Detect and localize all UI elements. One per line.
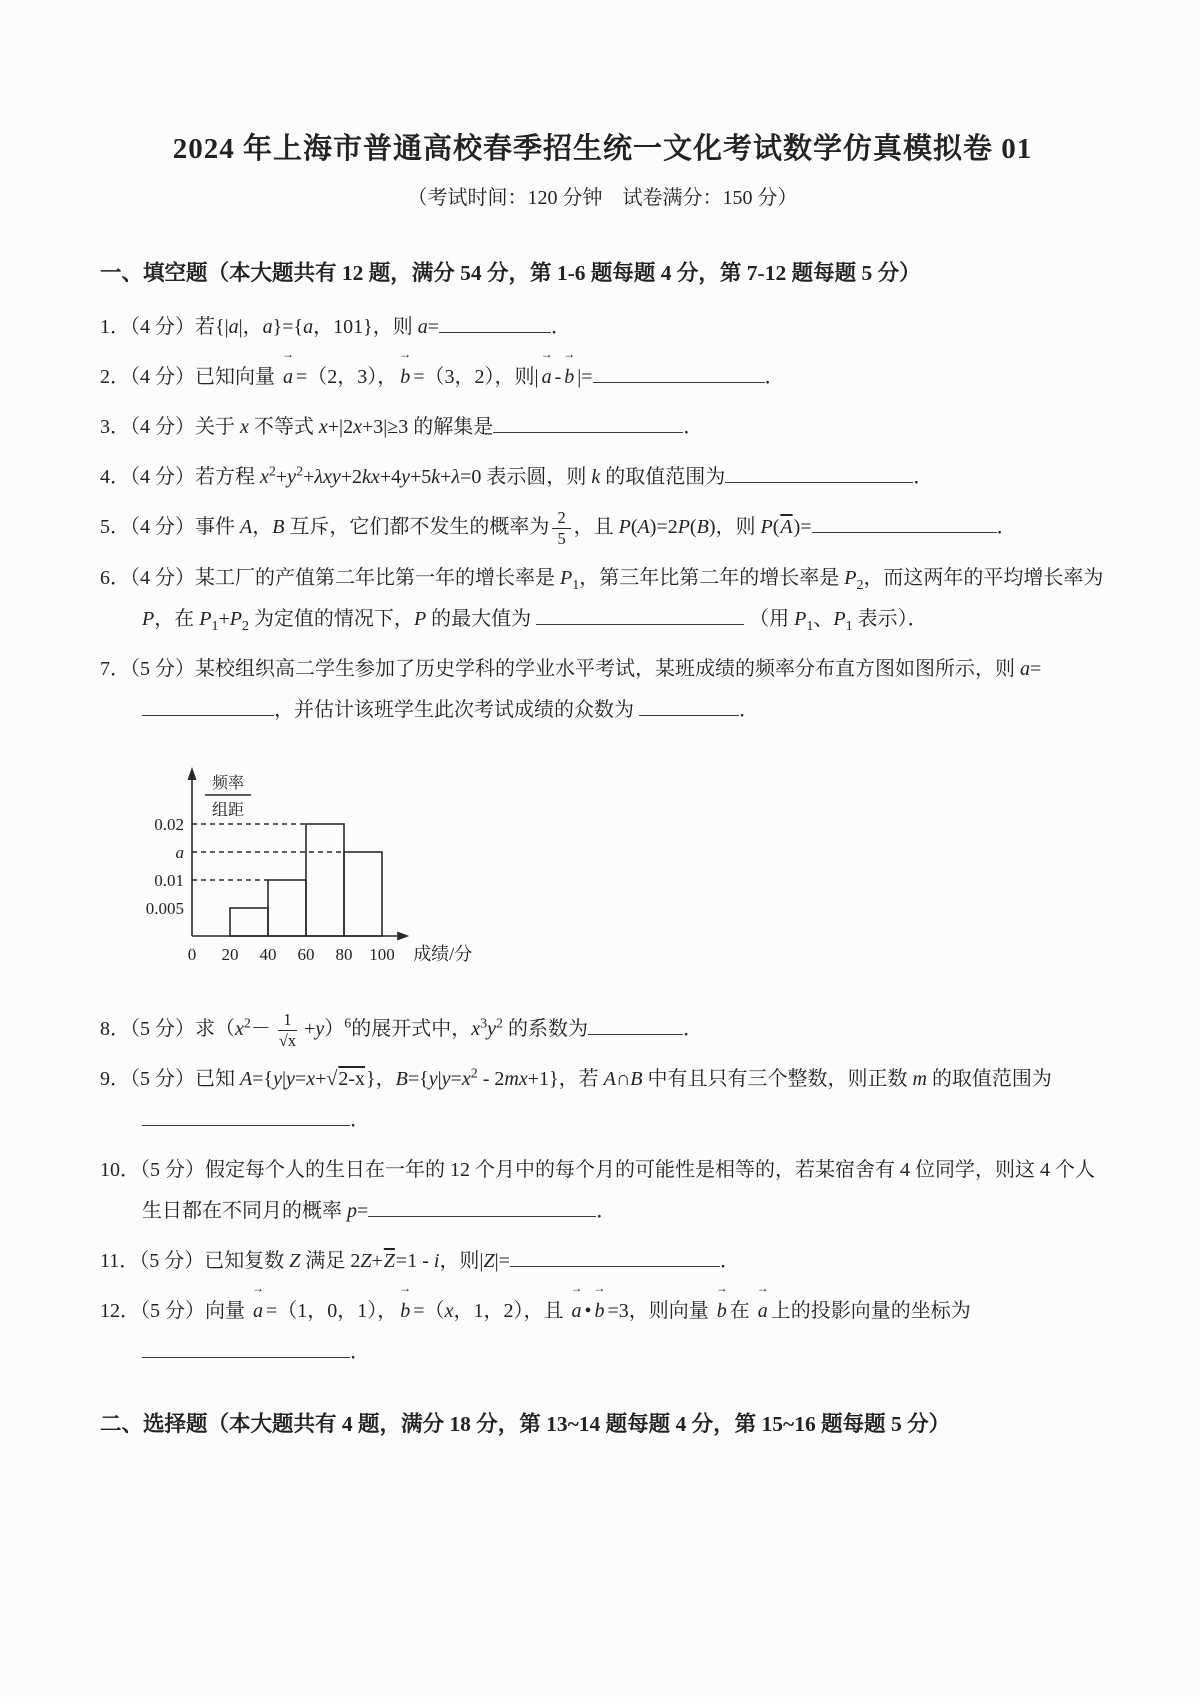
question-1 bbox=[100, 307, 1105, 348]
math-variable: i bbox=[433, 1250, 440, 1273]
question-text: 中有且只有三个整数，则正数 bbox=[642, 1068, 913, 1091]
question-text: ，而这两年的平均增长率为 bbox=[863, 566, 1104, 589]
question-text: ． bbox=[350, 1341, 370, 1364]
question-text: ={ bbox=[252, 1068, 274, 1091]
math-variable: A bbox=[603, 1068, 616, 1091]
x-tick-label: 20 bbox=[221, 944, 239, 964]
math-variable: λ bbox=[451, 466, 461, 488]
question-text: 不等式 bbox=[248, 416, 319, 438]
question-text: + bbox=[218, 607, 230, 630]
overline-symbol: $\overline{A}$ bbox=[780, 516, 793, 538]
question-text: ． bbox=[719, 1250, 740, 1273]
y-axis-title-denominator: 组距 bbox=[211, 801, 245, 819]
subscript: 1 bbox=[211, 618, 219, 634]
question-text: +5 bbox=[409, 466, 432, 488]
math-variable: y bbox=[428, 1068, 438, 1091]
question-text: 互斥，它们都不发生的概率为 bbox=[284, 516, 550, 538]
question-2 bbox=[100, 346, 1105, 398]
vector-letter: b bbox=[594, 1300, 605, 1323]
math-variable: mx bbox=[504, 1068, 528, 1091]
vector-letter: a bbox=[253, 1300, 263, 1323]
question-text: 6．（4 分）某工厂的产值第二年比第一年的增长率是 bbox=[100, 566, 560, 589]
question-text: + bbox=[303, 466, 315, 488]
question-text: 8．（5 分）求（ bbox=[100, 1017, 235, 1040]
question-3 bbox=[100, 407, 1105, 448]
math-variable: P bbox=[199, 607, 212, 630]
histogram-bar bbox=[230, 908, 268, 936]
math-variable: y bbox=[487, 1017, 497, 1040]
math-variable: y bbox=[287, 466, 297, 488]
vector-arrow-icon: → bbox=[563, 346, 576, 361]
x-tick-label: 0 bbox=[187, 944, 197, 964]
question-text: （用 bbox=[744, 607, 795, 630]
vector-arrow-icon: → bbox=[282, 346, 294, 361]
math-variable: A bbox=[637, 516, 650, 538]
axis-arrowhead-icon bbox=[397, 931, 409, 940]
answer-blank bbox=[639, 694, 739, 716]
vector-letter: a bbox=[283, 366, 293, 388]
math-variable: a bbox=[262, 316, 273, 338]
radical-sign: √ bbox=[326, 1068, 338, 1091]
math-variable: P bbox=[618, 516, 631, 538]
math-variable: k bbox=[431, 466, 441, 488]
question-text: 1．（4 分）若{| bbox=[100, 316, 229, 338]
histogram-bar bbox=[344, 852, 382, 936]
math-variable: P bbox=[413, 607, 427, 630]
math-variable: x bbox=[318, 416, 328, 438]
question-text: + bbox=[371, 1250, 383, 1273]
vector-arrow-icon: → bbox=[593, 1280, 606, 1295]
math-variable: P bbox=[677, 516, 690, 538]
question-text: = bbox=[1030, 657, 1042, 680]
answer-blank bbox=[725, 461, 913, 483]
question-text: )=2 bbox=[649, 516, 678, 538]
math-variable: B bbox=[696, 516, 709, 538]
vector-symbol bbox=[570, 1280, 583, 1332]
question-11 bbox=[100, 1241, 1105, 1282]
exam-info: （考试时间：120 分钟 试卷满分：150 分） bbox=[407, 187, 798, 209]
vector-letter: a bbox=[541, 366, 552, 388]
vector-symbol bbox=[399, 346, 412, 398]
y-tick-label: 0.005 bbox=[145, 898, 184, 918]
question-text: • bbox=[584, 1300, 592, 1323]
question-text: +4 bbox=[379, 466, 402, 488]
subscript: 2 bbox=[241, 618, 249, 634]
question-text: + bbox=[304, 1017, 316, 1040]
math-variable: A bbox=[240, 516, 253, 538]
answer-blank bbox=[142, 1104, 350, 1126]
question-text: = bbox=[294, 1068, 307, 1091]
question-text: ，则| bbox=[439, 1250, 484, 1273]
answer-blank bbox=[493, 411, 683, 433]
vector-symbol bbox=[540, 346, 553, 398]
fraction-numerator: 2 bbox=[552, 508, 570, 529]
math-variable: B bbox=[395, 1068, 408, 1091]
question-text: |= bbox=[494, 1250, 510, 1273]
question-text: 3．（4 分）关于 bbox=[100, 416, 240, 438]
math-variable: P bbox=[794, 607, 807, 630]
question-text: 、 bbox=[813, 607, 834, 630]
superscript: 2 bbox=[296, 464, 304, 480]
question-text: =（2，3）， bbox=[296, 366, 398, 388]
superscript: 2 bbox=[470, 1066, 478, 1082]
answer-blank bbox=[439, 311, 551, 333]
superscript: 3 bbox=[480, 1015, 488, 1031]
vector-letter: b bbox=[400, 1300, 411, 1323]
math-variable: x bbox=[353, 416, 362, 438]
answer-blank bbox=[812, 511, 997, 533]
question-text: ． bbox=[596, 1200, 617, 1223]
question-text: - 2 bbox=[477, 1068, 505, 1091]
vector-symbol bbox=[756, 1280, 769, 1332]
question-text: ． bbox=[996, 516, 1017, 538]
math-variable: Z bbox=[289, 1250, 301, 1273]
x-tick-label: 60 bbox=[297, 944, 315, 964]
question-text: ( bbox=[689, 516, 697, 538]
math-variable: B bbox=[630, 1068, 643, 1091]
question-10 bbox=[100, 1150, 1105, 1232]
section-1-heading: 一、填空题（本大题共有 12 题，满分 54 分，第 1-6 题每题 4 分，第 7-12 题每题 5 分） bbox=[100, 261, 921, 285]
axis-arrowhead-icon bbox=[188, 767, 197, 780]
superscript: 2 bbox=[243, 1015, 251, 1031]
math-variable: P bbox=[833, 607, 846, 630]
vector-arrow-icon: → bbox=[540, 346, 553, 361]
math-variable: x bbox=[235, 1017, 244, 1040]
math-variable: a bbox=[1020, 657, 1030, 680]
math-variable: B bbox=[272, 516, 285, 538]
question-text: | bbox=[282, 1068, 287, 1091]
vector-symbol bbox=[593, 1280, 606, 1332]
question-text: ， bbox=[252, 516, 273, 538]
question-5 bbox=[100, 507, 1105, 549]
answer-blank bbox=[588, 1013, 683, 1035]
vector-symbol bbox=[282, 346, 294, 398]
math-variable: Z bbox=[483, 1250, 495, 1273]
subscript: 1 bbox=[806, 618, 814, 634]
vector-symbol bbox=[563, 346, 576, 398]
question-text: ( bbox=[772, 516, 780, 538]
answer-blank bbox=[536, 603, 744, 625]
math-variable: y bbox=[286, 1068, 295, 1091]
question-text: ，第三年比第二年的增长率是 bbox=[579, 566, 845, 589]
math-variable: x bbox=[240, 416, 249, 438]
math-variable: x bbox=[260, 466, 269, 488]
question-text: =3，则向量 bbox=[607, 1300, 714, 1323]
question-text: =（3，2），则| bbox=[413, 366, 539, 388]
question-text: ． bbox=[350, 1109, 370, 1132]
superscript: 6 bbox=[344, 1015, 352, 1031]
math-variable: k bbox=[591, 466, 601, 488]
question-text: 2．（4 分）已知向量 bbox=[100, 366, 280, 388]
question-text: |， bbox=[238, 316, 263, 338]
question-text: }={ bbox=[272, 316, 304, 338]
histogram-bar bbox=[268, 880, 306, 936]
x-axis-title: 成绩/分 bbox=[413, 943, 473, 964]
question-text: = bbox=[427, 316, 439, 338]
question-text: )，则 bbox=[708, 516, 761, 538]
histogram-svg bbox=[130, 740, 570, 988]
math-variable: P bbox=[760, 516, 773, 538]
x-tick-label: 100 bbox=[369, 944, 395, 964]
question-text: =0 表示圆，则 bbox=[460, 466, 592, 488]
vector-letter: b bbox=[564, 366, 575, 388]
question-text: + bbox=[315, 1068, 327, 1091]
math-variable: x bbox=[461, 1068, 471, 1091]
question-text: 在 bbox=[729, 1300, 755, 1323]
vector-symbol bbox=[715, 1280, 728, 1332]
question-text: ． bbox=[683, 1017, 704, 1040]
math-variable: P bbox=[142, 607, 155, 630]
question-text: ，1，2），且 bbox=[453, 1300, 569, 1323]
math-variable: p bbox=[347, 1200, 357, 1223]
question-text: +1}，若 bbox=[527, 1068, 604, 1091]
math-variable: a bbox=[303, 316, 314, 338]
math-variable: a bbox=[228, 316, 239, 338]
vector-arrow-icon: → bbox=[756, 1280, 769, 1295]
question-text: － bbox=[250, 1017, 271, 1040]
x-tick-label: 40 bbox=[259, 944, 277, 964]
question-text: +3|≥3 的解集是 bbox=[361, 416, 494, 438]
vector-arrow-icon: → bbox=[399, 1280, 412, 1295]
math-variable: P bbox=[844, 566, 857, 589]
math-variable: m bbox=[912, 1068, 927, 1091]
vector-arrow-icon: → bbox=[399, 346, 412, 361]
question-text: = bbox=[450, 1068, 462, 1091]
vector-letter: b bbox=[400, 366, 411, 388]
y-axis-title-numerator: 频率 bbox=[211, 774, 245, 792]
math-variable: A bbox=[240, 1068, 253, 1091]
math-variable: P bbox=[560, 566, 573, 589]
section-2-heading: 二、选择题（本大题共有 4 题，满分 18 分，第 13~14 题每题 4 分，第 15~16 题每题 5 分） bbox=[100, 1412, 951, 1437]
question-12 bbox=[100, 1280, 1105, 1373]
question-text: 10．（5 分）假定每个人的生日在一年的 12 个月中的每个月的可能性是相等的，若某宿舍有 4 位同学，则这 4 个人生日都在不同月的概率 bbox=[100, 1159, 1095, 1223]
fill-in-questions-1-7 bbox=[100, 307, 1105, 731]
question-text: + bbox=[275, 466, 288, 488]
answer-blank bbox=[142, 1336, 350, 1358]
vector-arrow-icon: → bbox=[570, 1280, 583, 1295]
math-variable: x bbox=[444, 1300, 454, 1323]
question-text: ，101}，则 bbox=[313, 316, 418, 338]
math-variable: P bbox=[229, 607, 242, 630]
question-text: |= bbox=[577, 366, 593, 388]
question-text: 4．（4 分）若方程 bbox=[100, 466, 260, 488]
question-text: + bbox=[440, 466, 452, 488]
question-text: 5．（4 分）事件 bbox=[100, 516, 240, 538]
math-variable: λxy bbox=[314, 466, 341, 488]
question-text: +2 bbox=[340, 466, 363, 488]
math-variable: kx bbox=[362, 466, 380, 488]
vector-letter: a bbox=[571, 1300, 582, 1323]
math-variable: x bbox=[306, 1068, 316, 1091]
question-text: 的最大值为 bbox=[426, 607, 537, 630]
question-text: 为定值的情况下， bbox=[248, 607, 414, 630]
question-text: ） bbox=[324, 1017, 345, 1040]
question-text: 的取值范围为 bbox=[926, 1068, 1052, 1091]
subscript: 2 bbox=[856, 577, 864, 593]
answer-blank bbox=[510, 1245, 720, 1267]
question-text: ． bbox=[551, 316, 571, 338]
question-9 bbox=[100, 1059, 1105, 1141]
question-text: 11．（5 分）已知复数 bbox=[100, 1250, 290, 1273]
question-6 bbox=[100, 558, 1105, 640]
question-8 bbox=[100, 1009, 1105, 1051]
superscript: 2 bbox=[268, 464, 276, 480]
page-title: 2024 年上海市普通高校春季招生统一文化考试数学仿真模拟卷 01 bbox=[172, 133, 1033, 165]
question-text: 的展开式中， bbox=[351, 1017, 472, 1040]
question-text: 的系数为 bbox=[503, 1017, 589, 1040]
x-tick-label: 80 bbox=[335, 944, 353, 964]
question-text: = bbox=[357, 1200, 369, 1223]
frequency-histogram bbox=[130, 740, 1105, 993]
question-text: 表示）． bbox=[852, 607, 928, 630]
vector-arrow-icon: → bbox=[715, 1280, 728, 1295]
question-text: ={ bbox=[407, 1068, 429, 1091]
question-text: =（ bbox=[413, 1300, 445, 1323]
vector-symbol bbox=[399, 1280, 412, 1332]
histogram-bar bbox=[306, 824, 344, 936]
square-root bbox=[326, 1068, 366, 1090]
vector-arrow-icon: → bbox=[252, 1280, 264, 1295]
question-text: }， bbox=[366, 1068, 396, 1091]
answer-blank bbox=[368, 1195, 596, 1217]
question-text: ． bbox=[913, 466, 934, 488]
question-text: ，并估计该班学生此次考试成绩的众数为 bbox=[274, 698, 639, 721]
question-text: 的取值范围为 bbox=[600, 466, 726, 488]
question-text: ，且 bbox=[573, 516, 619, 538]
math-variable: x bbox=[471, 1017, 481, 1040]
question-text: 9．（5 分）已知 bbox=[100, 1068, 240, 1091]
question-text: - bbox=[554, 366, 562, 388]
fraction bbox=[274, 1010, 301, 1050]
math-variable: Z bbox=[360, 1250, 372, 1273]
answer-blank bbox=[142, 694, 274, 716]
vector-symbol bbox=[252, 1280, 264, 1332]
question-text: ． bbox=[739, 698, 759, 721]
question-text: =1 - bbox=[395, 1250, 434, 1273]
math-variable: y bbox=[441, 1068, 451, 1091]
question-text: | bbox=[437, 1068, 442, 1091]
y-tick-label: a bbox=[175, 842, 184, 862]
math-variable: a bbox=[417, 316, 428, 338]
fraction bbox=[552, 508, 570, 548]
question-4 bbox=[100, 457, 1105, 498]
y-tick-label: 0.01 bbox=[154, 870, 184, 890]
question-text: 满足 2 bbox=[300, 1250, 361, 1273]
subscript: 1 bbox=[572, 577, 580, 593]
fill-in-questions-8-12 bbox=[100, 1009, 1105, 1374]
question-text: ． bbox=[683, 416, 704, 438]
question-text: ∩ bbox=[615, 1068, 631, 1091]
math-variable: y bbox=[315, 1017, 325, 1040]
math-variable: y bbox=[401, 466, 410, 488]
vector-letter: b bbox=[716, 1300, 727, 1323]
question-text: ( bbox=[630, 516, 638, 538]
question-text: 上的投影向量的坐标为 bbox=[770, 1300, 971, 1323]
question-7 bbox=[100, 649, 1105, 731]
question-text: ，在 bbox=[154, 607, 200, 630]
answer-blank bbox=[593, 361, 765, 383]
question-text: 7．（5 分）某校组织高二学生参加了历史学科的学业水平考试，某班成绩的频率分布直方图如图所示，则 bbox=[100, 657, 1020, 680]
question-text: +|2 bbox=[327, 416, 354, 438]
vector-letter: a bbox=[757, 1300, 768, 1323]
fraction-denominator: √x bbox=[278, 1030, 297, 1050]
fraction-numerator: 1 bbox=[278, 1010, 296, 1031]
overline-symbol: $\overline{Z}$ bbox=[383, 1250, 395, 1273]
question-text: 12．（5 分）向量 bbox=[100, 1300, 250, 1323]
subscript: 1 bbox=[845, 618, 853, 634]
superscript: 2 bbox=[496, 1015, 504, 1031]
math-variable: y bbox=[273, 1068, 282, 1091]
question-text: ． bbox=[764, 366, 785, 388]
y-tick-label: 0.02 bbox=[154, 814, 184, 834]
question-text: )= bbox=[793, 516, 812, 538]
question-text: =（1，0，1）， bbox=[266, 1300, 398, 1323]
fraction-denominator: 5 bbox=[557, 528, 566, 548]
radicand: 2-x bbox=[338, 1068, 366, 1091]
